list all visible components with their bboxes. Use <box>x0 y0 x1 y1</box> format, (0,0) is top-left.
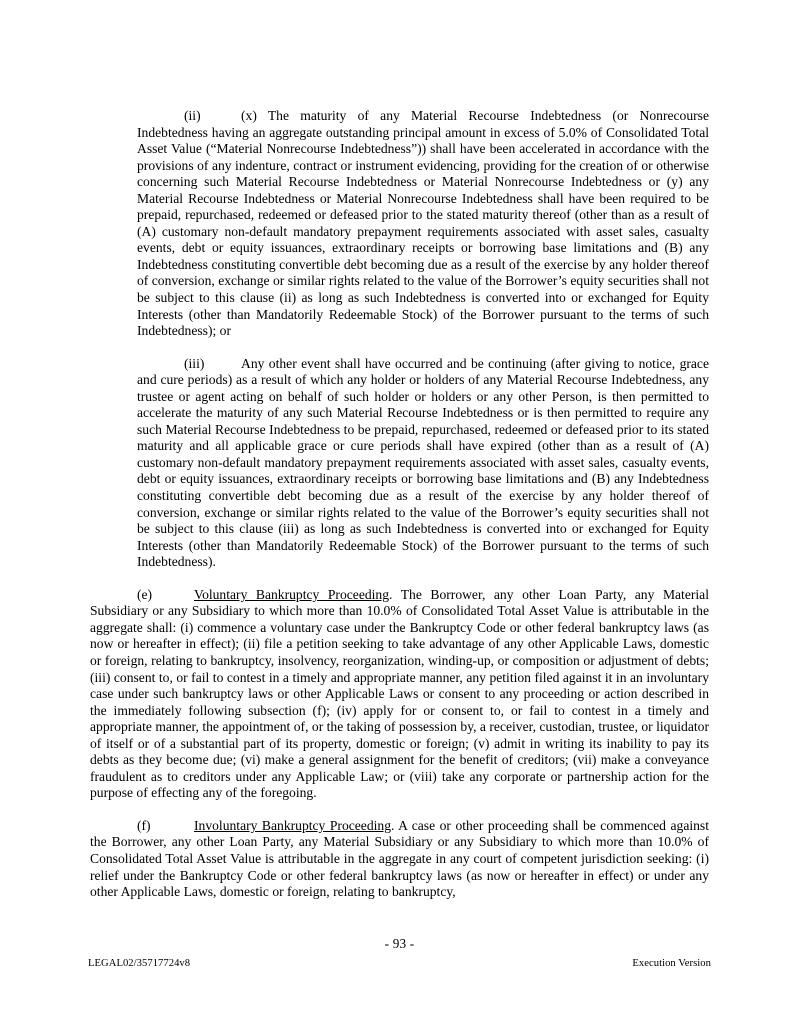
clause-marker-iii: (iii) <box>184 355 205 371</box>
clause-marker-ii: (ii) <box>184 108 201 123</box>
subsection-f-heading: Involuntary Bankruptcy Proceeding <box>194 817 392 833</box>
paragraph-clause-iii <box>137 356 709 571</box>
footer-document-reference: LEGAL02/35717724v8 <box>88 958 191 969</box>
subsection-e-heading: Voluntary Bankruptcy Proceeding <box>194 586 390 602</box>
subsection-f-text: . A case or other proceeding shall be commenced against the Borrower, any other Loan Party, any Material Subsidiary or any Subsidiary to which more than 10.0% of Consolidated Total Asset Value is attributable in the aggregate in any court of competent jurisdiction seeking: (i) relief under the Bankruptcy Code or other federal bankruptcy laws (as now or hereafter in effect) or under any other Applicable Laws, domestic or foreign, relating to bankruptcy, <box>90 817 709 900</box>
paragraph-subsection-f <box>90 818 709 901</box>
page-number: - 93 - <box>384 936 415 951</box>
paragraph-subsection-e <box>90 587 709 802</box>
footer-version-label: Execution Version <box>632 958 711 969</box>
clause-ii-text: The maturity of any Material Recourse Indebtedness (or Nonrecourse Indebtedness having an aggregate outstanding principal amount in excess of 5.0% of Consolidated Total Asset Value (“Material Nonrecourse Indebtedness”)) shall have been accelerated in accordance with the provisions of any indenture, contract or instrument evidencing, providing for the creation of or otherwise concerning such Material Recourse Indebtedness or Material Nonrecourse Indebtedness or (y) any Material Recourse Indebtedness or Material Nonrecourse Indebtedness shall have been required to be prepaid, repurchased, redeemed or defeased prior to the stated maturity thereof (other than as a result of (A) customary non-default mandatory prepayment requirements associated with asset sales, casualty events, debt or equity issuances, extraordinary receipts or borrowing base limitations and (B) any Indebtedness constituting convertible debt becoming due as a result of the exercise by any holder thereof of conversion, exchange or similar rights related to the value of the Borrower’s equity securities shall not be subject to this clause (ii) as long as such Indebtedness is converted into or exchanged for Equity Interests (other than Mandatorily Redeemable Stock) of the Borrower pursuant to the terms of such Indebtedness); or <box>137 108 709 339</box>
page-body <box>90 108 709 917</box>
clause-iii-text: Any other event shall have occurred and be continuing (after giving to notice, grace and cure periods) as a result of which any holder or holders of any Material Recourse Indebtedness, any trustee or agent acting on behalf of such holder or holders or any other Person, is then permitted to accelerate the maturity of any such Material Recourse Indebtedness or is then permitted to require any such Material Recourse Indebtedness to be prepaid, repurchased, redeemed or defeased prior to its stated maturity and all applicable grace or cure periods shall have expired (other than as a result of (A) customary non-default mandatory prepayment requirements associated with asset sales, casualty events, debt or equity issuances, extraordinary receipts or borrowing base limitations and (B) any Indebtedness constituting convertible debt becoming due as a result of the exercise by any holder thereof of conversion, exchange or similar rights related to the value of the Borrower’s equity securities shall not be subject to this clause (iii) as long as such Indebtedness is converted into or exchanged for Equity Interests (other than Mandatorily Redeemable Stock) of the Borrower pursuant to the terms of such Indebtedness). <box>137 355 709 570</box>
footer-row <box>0 957 799 973</box>
subsection-marker-f: (f) <box>137 817 151 833</box>
page-footer <box>0 936 799 973</box>
paragraph-clause-ii <box>137 108 709 340</box>
subsection-e-text: . The Borrower, any other Loan Party, any Material Subsidiary or any Subsidiary to which more than 10.0% of Consolidated Total Asset Value is attributable in the aggregate shall: (i) commence a voluntary case under the Bankruptcy Code or other federal bankruptcy laws (as now or hereafter in effect); (ii) file a petition seeking to take advantage of any other Applicable Laws, domestic or foreign, relating to bankruptcy, insolvency, reorganization, winding-up, or composition or adjustment of debts; (iii) consent to, or fail to contest in a timely and appropriate manner, any petition filed against it in an involuntary case under such bankruptcy laws or other Applicable Laws or consent to any proceeding or action described in the immediately following subsection (f); (iv) apply for or consent to, or fail to contest in a timely and appropriate manner, the appointment of, or the taking of possession by, a receiver, custodian, trustee, or liquidator of itself or of a substantial part of its property, domestic or foreign; (v) admit in writing its inability to pay its debts as they become due; (vi) make a general assignment for the benefit of creditors; (vii) make a conveyance fraudulent as to creditors under any Applicable Law; or (viii) take any corporate or partnership action for the purpose of effecting any of the foregoing. <box>90 586 709 801</box>
clause-sub-marker-x: (x) <box>241 108 257 123</box>
subsection-marker-e: (e) <box>137 586 153 602</box>
